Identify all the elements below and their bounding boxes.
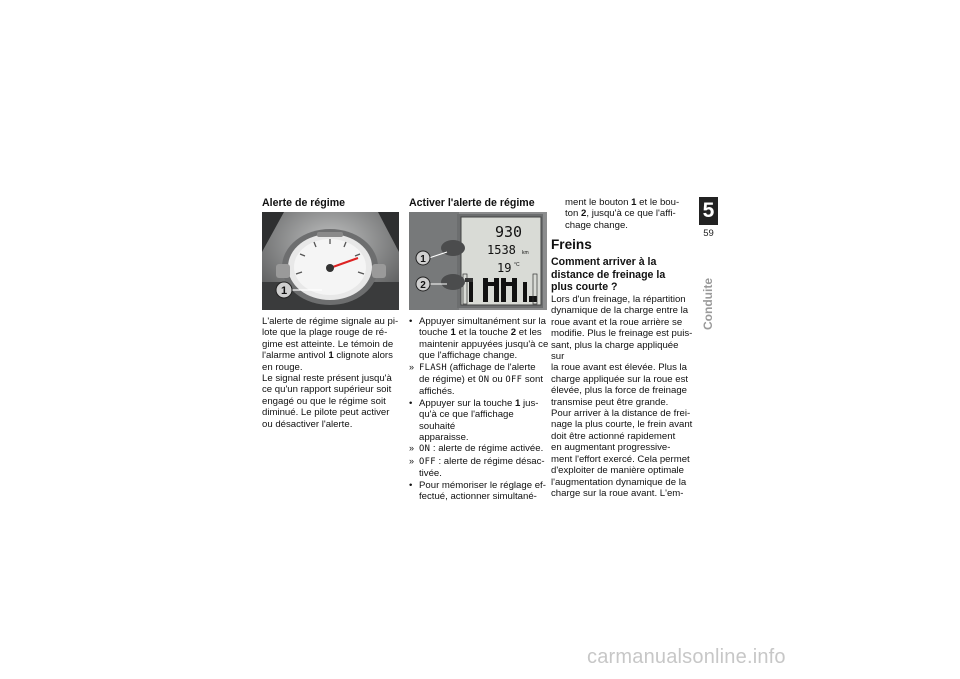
section-title-freins: Freins xyxy=(551,237,592,252)
tachometer-photo xyxy=(262,212,399,310)
left-text xyxy=(262,316,400,430)
result-flash: » FLASH (affichage de l'alerte de régime) et ON ou OFF sont affichés. xyxy=(409,362,549,398)
right-continued: ment le bouton 1 et le bou- ton 2, jusqu'à ce que l'affi- chage change. xyxy=(565,197,680,231)
heading-activer-alerte: Activer l'alerte de régime xyxy=(409,197,535,209)
left-line-2: lote que la plage rouge de ré- xyxy=(262,327,388,339)
left-line-9: diminué. Le pilote peut activer xyxy=(262,407,390,419)
left-line-1: L'alerte de régime signale au pi- xyxy=(262,316,399,327)
left-line-7: ce qu'un rapport supérieur soit xyxy=(262,384,392,396)
left-line-8: engagé ou que le régime soit xyxy=(262,395,386,407)
bullet-appuyer-touche: • Appuyer sur la touche 1 jus- qu'à ce que l'affichage souhaité apparaisse. xyxy=(409,398,549,444)
left-line-3: gime est atteinte. Le témoin de xyxy=(262,338,394,350)
result-on: » ON : alerte de régime activée. xyxy=(409,443,549,455)
bullet-memoriser: • Pour mémoriser le réglage ef- fectué, actionner simultané- xyxy=(409,480,549,503)
left-line-6: Le signal reste présent jusqu'à xyxy=(262,373,392,385)
display-mid-unit: km xyxy=(522,250,529,256)
callout-2-mid: 2 xyxy=(420,280,426,291)
display-temp: 19 xyxy=(497,261,512,275)
chapter-divider xyxy=(699,224,718,225)
result-off: » OFF : alerte de régime désac- tivée. xyxy=(409,456,549,480)
display-mid: 1538 xyxy=(487,243,516,257)
bullet-appuyer-simultanement: • Appuyer simultanément sur la touche 1 et la touche 2 et les maintenir appuyées jusqu'à ce que l'affichage change. xyxy=(409,316,549,362)
left-line-10: ou désactiver l'alerte. xyxy=(262,418,353,430)
figure-tachometer xyxy=(262,212,399,310)
chapter-number: 5 xyxy=(699,197,718,225)
section-name: Conduite xyxy=(701,278,715,330)
middle-text xyxy=(409,316,549,503)
display-top: 930 xyxy=(495,223,523,241)
display-temp-unit: °C xyxy=(514,262,520,268)
right-paragraph: Lors d'un freinage, la répartition dynamique de la charge entre la roue avant et la roue arrière se modifie. Plus le freinage est puis- sant, plus la charge appliquée sur la roue avant est élevée. Plus la charge appliquée sur la roue est élevée, plus la force de freinage transmise peut être grande. Pour arriver à la distance de frei- nage la plus courte, le frein avant doit être actionné rapidement en augmentant progressive- ment l'effort exercé. Cela permet d'exploiter de manière optimale l'augmentation dynamique de la charge sur la roue avant. L'em- xyxy=(551,294,693,499)
watermark: carmanualsonline.info xyxy=(587,646,786,668)
callout-1-mid: 1 xyxy=(420,254,426,265)
page-number: 59 xyxy=(703,228,714,239)
instrument-display-photo xyxy=(409,212,547,310)
subheading-distance-freinage: Comment arriver à la distance de freinage la plus courte ? xyxy=(551,256,666,293)
heading-alerte-regime: Alerte de régime xyxy=(262,197,346,209)
section-name-tab xyxy=(688,274,728,334)
left-line-5: en rouge. xyxy=(262,361,303,373)
figure-display xyxy=(409,212,547,310)
callout-1-left: 1 xyxy=(280,285,288,297)
left-line-4: l'alarme antivol 1 clignote alors xyxy=(262,350,393,362)
